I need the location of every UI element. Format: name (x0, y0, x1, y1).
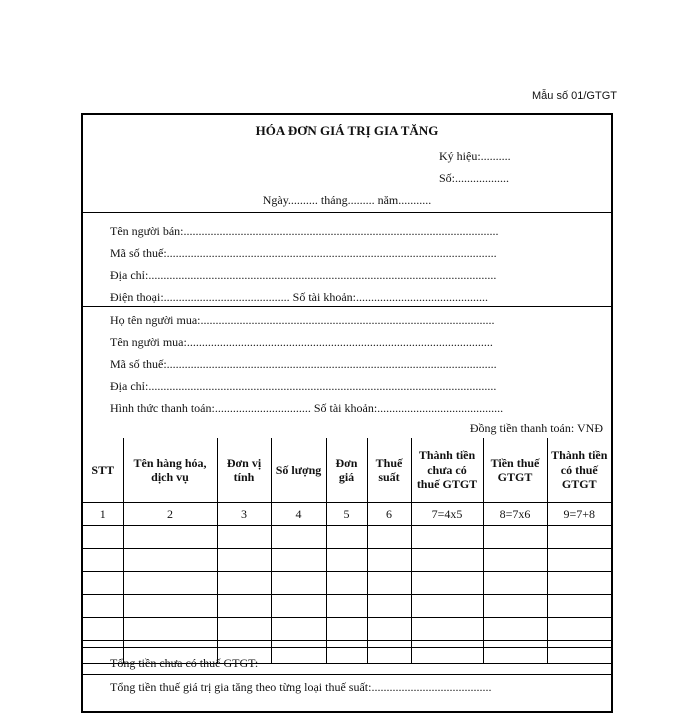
column-header-text: Tiền thuế (490, 455, 540, 470)
table-cell (123, 549, 217, 572)
table-row (83, 618, 611, 641)
column-header-text: có thuế (560, 462, 598, 477)
table-cell (367, 595, 411, 618)
column-number-cell: 2 (123, 503, 217, 526)
table-cell (123, 526, 217, 549)
table-cell (411, 595, 483, 618)
table-cell (483, 618, 547, 641)
table-cell (326, 549, 367, 572)
table-cell (326, 595, 367, 618)
seller-address-field: Địa chỉ:.................................................................................................................... (110, 268, 497, 282)
table-cell (411, 641, 483, 664)
column-number-cell: 8=7x6 (483, 503, 547, 526)
column-header-text: Đơn vị (226, 455, 262, 470)
buyer-tax-code-field: Mã số thuế:.............................................................................................................. (110, 357, 497, 371)
column-number-cell: 3 (217, 503, 271, 526)
seller-name-field: Tên người bán:......................................................................................................... (110, 224, 499, 238)
form-code: Mẫu số 01/GTGT (532, 90, 617, 102)
table-row (83, 595, 611, 618)
table-cell (483, 526, 547, 549)
invoice-form (81, 113, 613, 713)
column-header (83, 438, 123, 503)
column-header (411, 438, 483, 503)
table-cell (326, 641, 367, 664)
table-cell (271, 618, 326, 641)
table-cell (123, 595, 217, 618)
column-number-cell: 4 (271, 503, 326, 526)
table-cell (326, 618, 367, 641)
buyer-address-field: Địa chỉ:.................................................................................................................... (110, 379, 497, 393)
column-header-text: tính (233, 470, 255, 484)
table-cell (83, 526, 123, 549)
table-cell (123, 618, 217, 641)
table-cell (367, 549, 411, 572)
column-header-text: Số lượng (275, 462, 322, 477)
symbol-field: Ký hiệu:.......... (439, 149, 511, 163)
column-header-text: giá (338, 470, 355, 484)
column-header (123, 438, 217, 503)
table-cell (483, 572, 547, 595)
table-cell (411, 572, 483, 595)
column-header (326, 438, 367, 503)
divider (83, 212, 611, 213)
column-header (483, 438, 547, 503)
column-header (217, 438, 271, 503)
divider (83, 647, 611, 648)
column-number-cell: 1 (83, 503, 123, 526)
table-cell (217, 526, 271, 549)
table-cell (271, 641, 326, 664)
buyer-full-name-field: Họ tên người mua:.................................................................................................. (110, 313, 495, 327)
table-cell (326, 526, 367, 549)
column-number-cell: 6 (367, 503, 411, 526)
table-cell (411, 549, 483, 572)
table-row (83, 526, 611, 549)
table-cell (547, 572, 611, 595)
column-header-text: dịch vụ (151, 470, 189, 484)
column-number-cell: 5 (326, 503, 367, 526)
seller-tax-code-field: Mã số thuế:.............................................................................................................. (110, 246, 497, 260)
table-cell (326, 572, 367, 595)
seller-phone-account-field: Điện thoại:.......................................... Số tài khoản:............................................ (110, 290, 488, 304)
table-cell (217, 618, 271, 641)
column-header-text: Đơn (335, 455, 358, 470)
table-row (83, 572, 611, 595)
column-header-text: GTGT (497, 470, 533, 484)
divider (83, 674, 611, 675)
table-cell (367, 572, 411, 595)
vat-total-field: Tổng tiền thuế giá trị gia tăng theo từng loại thuế suất:........................................ (110, 680, 492, 694)
column-header-text: Thành tiền (551, 448, 608, 463)
table-row (83, 549, 611, 572)
table-cell (271, 595, 326, 618)
table-cell (271, 572, 326, 595)
table-cell (83, 549, 123, 572)
table-cell (483, 595, 547, 618)
date-field: Ngày.......... tháng......... năm........... (262, 193, 432, 207)
payment-account-field: Hình thức thanh toán:................................ Số tài khoản:.......................................... (110, 401, 504, 415)
table-cell (217, 572, 271, 595)
table-cell (83, 572, 123, 595)
table-cell (483, 549, 547, 572)
column-header-text: GTGT (561, 477, 597, 492)
table-cell (83, 618, 123, 641)
buyer-name-field: Tên người mua:...................................................................................................... (110, 335, 493, 349)
table-cell (83, 595, 123, 618)
table-cell (547, 641, 611, 664)
table-cell (547, 549, 611, 572)
currency-line: Đồng tiền thanh toán: VNĐ (469, 421, 603, 435)
invoice-number-field: Số:.................. (439, 171, 510, 185)
table-cell (271, 526, 326, 549)
table-cell (483, 641, 547, 664)
table-cell (367, 618, 411, 641)
column-header-text: suất (378, 470, 400, 484)
column-number-cell: 7=4x5 (411, 503, 483, 526)
divider (83, 306, 611, 307)
column-number-row (83, 503, 611, 526)
table-cell (367, 526, 411, 549)
table-cell (547, 595, 611, 618)
table-cell (411, 526, 483, 549)
column-header (367, 438, 411, 503)
table-cell (123, 572, 217, 595)
table-cell (367, 641, 411, 664)
column-header (271, 438, 326, 503)
table-cell (271, 549, 326, 572)
table-cell (217, 595, 271, 618)
table-cell (411, 618, 483, 641)
subtotal-field: Tổng tiền chưa có thuế GTGT: (110, 656, 259, 670)
column-header-text: chưa có (427, 462, 467, 477)
column-header-text: STT (91, 462, 115, 477)
items-table (83, 438, 611, 664)
column-header-text: Thành tiền (418, 448, 476, 463)
column-header (547, 438, 611, 503)
column-number-cell: 9=7+8 (547, 503, 611, 526)
column-header-text: thuế GTGT (416, 477, 478, 492)
invoice-title: HÓA ĐƠN GIÁ TRỊ GIA TĂNG (255, 123, 439, 138)
column-header-text: Tên hàng hóa, (133, 455, 207, 470)
table-cell (217, 549, 271, 572)
column-header-text: Thuế (375, 455, 403, 470)
table-cell (547, 526, 611, 549)
header-row (83, 438, 611, 503)
table-cell (547, 618, 611, 641)
